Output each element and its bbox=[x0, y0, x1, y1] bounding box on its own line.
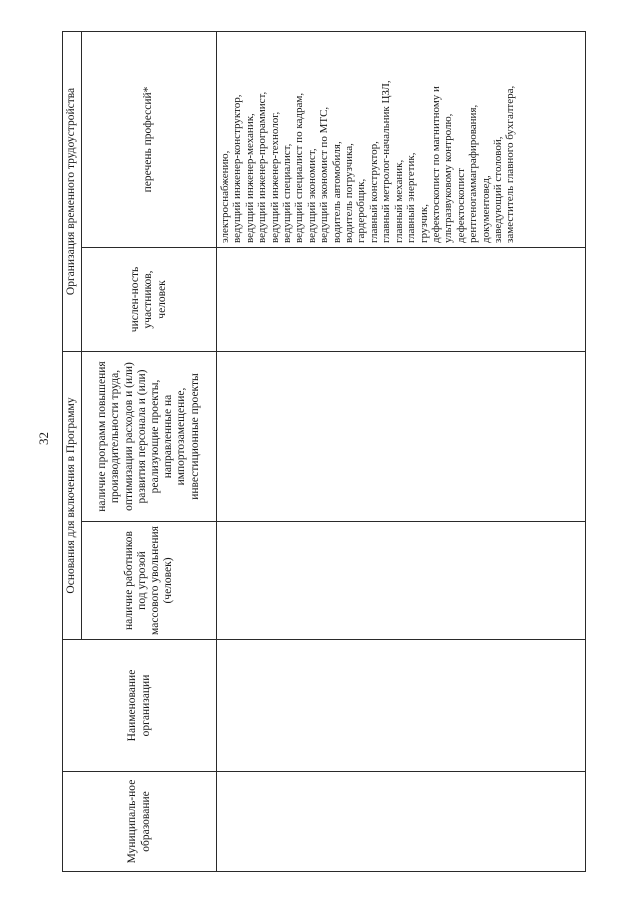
profession-item: ведущий экономист, bbox=[305, 148, 318, 243]
profession-item: ведущий инженер-конструктор, bbox=[231, 94, 244, 243]
header-municipality: Муниципаль-ное образование bbox=[63, 772, 217, 872]
cell-participants-count bbox=[217, 248, 586, 352]
cell-professions bbox=[217, 31, 586, 247]
profession-item: дефектоскопист по магнитному и bbox=[429, 86, 442, 243]
profession-item: главный механик, bbox=[392, 159, 405, 243]
profession-item: ведущий инженер-технолог, bbox=[268, 111, 281, 243]
cell-basis-programs bbox=[217, 352, 586, 522]
profession-item: ведущий специалист, bbox=[281, 143, 294, 243]
profession-item: главный метролог-начальник ЦЗЛ, bbox=[380, 80, 393, 243]
profession-item: гардеробщик, bbox=[355, 178, 368, 243]
profession-item: водитель погрузчика, bbox=[343, 143, 356, 243]
professions-list bbox=[219, 36, 517, 243]
header-temp-employment-group: Организация временного трудоустройства bbox=[63, 31, 82, 351]
profession-item: дефектоскопист bbox=[454, 168, 467, 243]
profession-item: заместитель главного бухгалтера, bbox=[504, 85, 517, 243]
profession-item: главный конструктор, bbox=[367, 141, 380, 243]
header-professions-list: перечень профессий* bbox=[82, 31, 217, 247]
header-basis-programs: наличие программ повышения производительности труда, оптимизации расходов и (или) развития персонала и (или) реализующие проекты, направленные на импортозамещение, инвестиционные проекты bbox=[82, 352, 217, 522]
header-participants-count: числен-ность участников, человек bbox=[82, 248, 217, 352]
header-basis-workers: наличие работников под угрозой массового увольнения (человек) bbox=[82, 522, 217, 640]
group-header-row bbox=[63, 31, 82, 871]
page-number: 32 bbox=[36, 432, 51, 445]
cell-organization-name bbox=[217, 640, 586, 772]
table-row bbox=[217, 31, 586, 871]
profession-item: ведущий инженер-программист, bbox=[256, 91, 269, 243]
program-table bbox=[62, 31, 586, 872]
rotated-table-container bbox=[62, 32, 586, 872]
header-organization-name: Наименование организации bbox=[63, 640, 217, 772]
profession-item: ведущий экономист по МТС, bbox=[318, 106, 331, 243]
profession-item: заведующий столовой, bbox=[491, 136, 504, 243]
profession-item: ведущий специалист по кадрам, bbox=[293, 92, 306, 243]
profession-item: ультразвуковому контролю, bbox=[442, 113, 455, 243]
profession-item: водитель автомобиля, bbox=[330, 141, 343, 243]
profession-item: рентгеногаммаграфирования, bbox=[467, 104, 480, 243]
profession-item: грузчик, bbox=[417, 203, 430, 243]
cell-municipality bbox=[217, 772, 586, 872]
profession-item: документовед, bbox=[479, 175, 492, 243]
profession-item: ведущий инженер-механик, bbox=[243, 113, 256, 243]
header-basis-group: Основания для включения в Программу bbox=[63, 352, 82, 640]
profession-item: главный энергетик, bbox=[405, 152, 418, 243]
profession-item: электроснабжению, bbox=[219, 150, 231, 243]
cell-basis-workers bbox=[217, 522, 586, 640]
